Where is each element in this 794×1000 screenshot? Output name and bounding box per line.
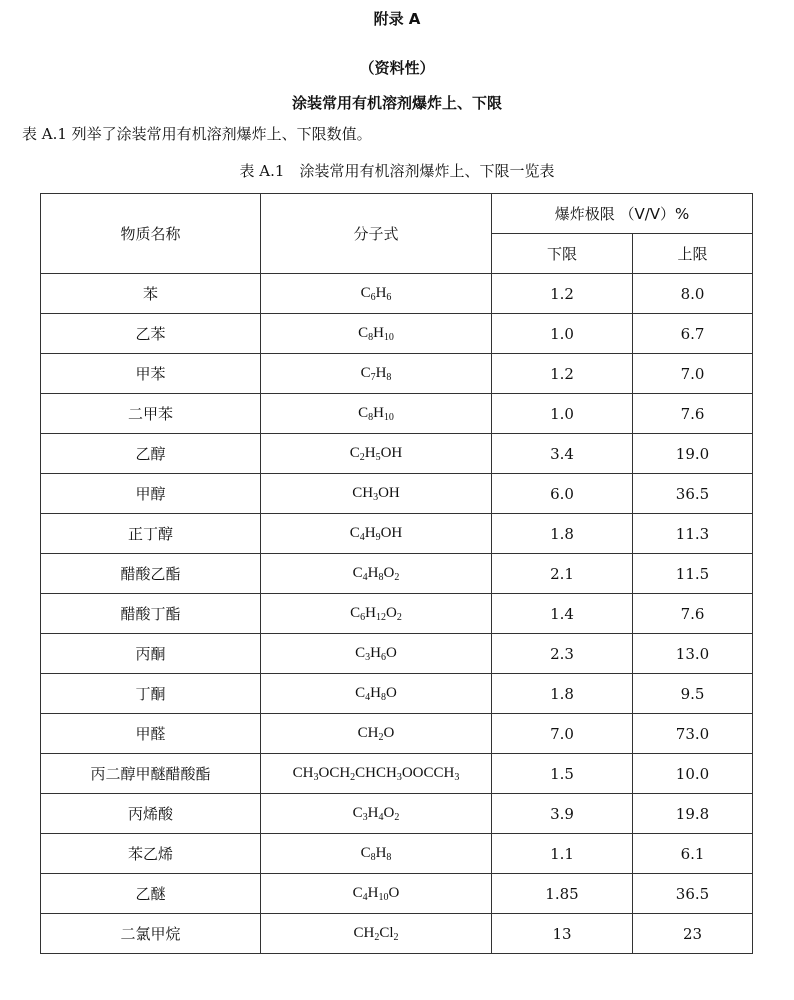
formula-element: H: [370, 685, 381, 701]
cell-lower-limit: 1.2: [492, 274, 633, 314]
cell-substance-name: 乙醇: [41, 434, 261, 474]
cell-formula: [261, 394, 492, 434]
cell-substance-name: 苯乙烯: [41, 834, 261, 874]
formula-subscript: 2: [394, 812, 400, 823]
cell-formula: [261, 674, 492, 714]
cell-lower-limit: 1.4: [492, 594, 633, 634]
cell-formula: [261, 714, 492, 754]
formula-element: CHCH: [355, 765, 397, 781]
cell-upper-limit: 11.3: [633, 514, 753, 554]
cell-upper-limit: 10.0: [633, 754, 753, 794]
cell-formula: [261, 754, 492, 794]
formula-subscript: 3: [313, 772, 319, 783]
formula-element: O: [386, 685, 397, 701]
cell-upper-limit: 23: [633, 914, 753, 954]
formula-subscript: 3: [365, 652, 371, 663]
formula-element: CH: [352, 485, 374, 501]
formula-element: CH: [292, 765, 314, 781]
cell-lower-limit: 1.5: [492, 754, 633, 794]
cell-upper-limit: 7.0: [633, 354, 753, 394]
cell-lower-limit: 13: [492, 914, 633, 954]
cell-substance-name: 丙烯酸: [41, 794, 261, 834]
cell-formula: [261, 634, 492, 674]
cell-upper-limit: 36.5: [633, 474, 753, 514]
cell-formula: [261, 474, 492, 514]
formula-subscript: 6: [360, 612, 366, 623]
cell-upper-limit: 9.5: [633, 674, 753, 714]
explosion-limits-table: [40, 193, 753, 954]
formula-element: C: [360, 365, 371, 381]
table-row: [41, 874, 753, 914]
formula-subscript: 4: [362, 892, 368, 903]
table-row: [41, 314, 753, 354]
formula-subscript: 2: [393, 932, 399, 943]
appendix-title: 附录 A: [373, 10, 421, 28]
formula-subscript: 8: [368, 332, 374, 343]
header-upper-limit: 上限: [633, 234, 753, 274]
formula-element: C: [355, 685, 366, 701]
header-substance-name: 物质名称: [41, 194, 261, 274]
cell-substance-name: 正丁醇: [41, 514, 261, 554]
table-row: [41, 434, 753, 474]
cell-lower-limit: 3.9: [492, 794, 633, 834]
formula-element: C: [352, 805, 363, 821]
cell-substance-name: 丙酮: [41, 634, 261, 674]
cell-formula: [261, 874, 492, 914]
table-body: [41, 274, 753, 954]
formula-subscript: 10: [383, 332, 394, 343]
cell-substance-name: 醋酸丁酯: [41, 594, 261, 634]
table-row: [41, 754, 753, 794]
cell-upper-limit: 6.7: [633, 314, 753, 354]
formula-element: OH: [378, 485, 400, 501]
cell-lower-limit: 1.0: [492, 314, 633, 354]
cell-substance-name: 苯: [41, 274, 261, 314]
cell-upper-limit: 7.6: [633, 594, 753, 634]
formula-subscript: 7: [370, 372, 376, 383]
table-row: [41, 274, 753, 314]
cell-formula: [261, 554, 492, 594]
formula-element: C: [352, 565, 363, 581]
cell-upper-limit: 6.1: [633, 834, 753, 874]
formula-subscript: 10: [378, 892, 389, 903]
table-row: [41, 794, 753, 834]
formula-element: H: [365, 605, 376, 621]
formula-subscript: 12: [376, 612, 386, 623]
cell-lower-limit: 1.1: [492, 834, 633, 874]
formula-element: H: [367, 805, 379, 821]
table-row: [41, 674, 753, 714]
cell-lower-limit: 1.8: [492, 514, 633, 554]
formula-subscript: 3: [396, 772, 402, 783]
formula-element: C: [349, 525, 360, 541]
table-row: [41, 554, 753, 594]
formula-subscript: 4: [365, 692, 371, 703]
header-lower-limit: 下限: [492, 234, 633, 274]
formula-subscript: 4: [359, 532, 365, 543]
cell-substance-name: 乙苯: [41, 314, 261, 354]
formula-subscript: 8: [381, 692, 386, 703]
cell-upper-limit: 7.6: [633, 394, 753, 434]
formula-subscript: 3: [373, 492, 379, 503]
header-formula: 分子式: [261, 194, 492, 274]
formula-element: H: [373, 325, 384, 341]
table-row: [41, 594, 753, 634]
cell-lower-limit: 1.85: [492, 874, 633, 914]
formula-subscript: 6: [386, 292, 392, 303]
formula-element: C: [349, 445, 360, 461]
cell-upper-limit: 19.0: [633, 434, 753, 474]
cell-formula: [261, 794, 492, 834]
cell-formula: [261, 434, 492, 474]
table-row: [41, 834, 753, 874]
formula-subscript: 2: [378, 732, 384, 743]
cell-lower-limit: 1.2: [492, 354, 633, 394]
formula-element: C: [355, 645, 366, 661]
intro-paragraph: 表 A.1 列举了涂装常用有机溶剂爆炸上、下限数值。: [22, 125, 372, 143]
table-row: [41, 474, 753, 514]
formula-element: Cl: [379, 925, 394, 941]
formula-subscript: 8: [368, 412, 374, 423]
cell-substance-name: 甲苯: [41, 354, 261, 394]
formula-element: O: [386, 645, 397, 661]
formula-element: H: [373, 405, 384, 421]
formula-subscript: 4: [362, 572, 368, 583]
formula-element: O: [383, 565, 395, 581]
formula-subscript: 3: [454, 772, 460, 783]
formula-element: OOCCH: [401, 765, 455, 781]
formula-subscript: 8: [370, 852, 376, 863]
cell-substance-name: 甲醛: [41, 714, 261, 754]
header-explosion-limit: 爆炸极限 （V/V）%: [492, 194, 753, 234]
table-row: [41, 394, 753, 434]
cell-lower-limit: 7.0: [492, 714, 633, 754]
cell-substance-name: 乙醚: [41, 874, 261, 914]
formula-element: O: [383, 805, 395, 821]
formula-subscript: 6: [370, 292, 376, 303]
formula-element: C: [360, 845, 371, 861]
formula-element: H: [375, 845, 387, 861]
cell-lower-limit: 1.0: [492, 394, 633, 434]
cell-lower-limit: 1.8: [492, 674, 633, 714]
formula-element: OH: [380, 525, 403, 541]
cell-upper-limit: 73.0: [633, 714, 753, 754]
formula-subscript: 2: [374, 932, 380, 943]
cell-substance-name: 丁酮: [41, 674, 261, 714]
formula-subscript: 6: [381, 652, 386, 663]
formula-element: C: [358, 325, 369, 341]
cell-upper-limit: 13.0: [633, 634, 753, 674]
formula-element: H: [364, 525, 376, 541]
cell-lower-limit: 6.0: [492, 474, 633, 514]
formula-element: CH: [357, 725, 379, 741]
cell-formula: [261, 834, 492, 874]
cell-formula: [261, 274, 492, 314]
cell-substance-name: 醋酸乙酯: [41, 554, 261, 594]
formula-element: O: [388, 885, 400, 901]
formula-element: O: [386, 605, 397, 621]
table-row: [41, 914, 753, 954]
cell-lower-limit: 2.3: [492, 634, 633, 674]
formula-element: H: [375, 285, 387, 301]
formula-subscript: 2: [350, 772, 356, 783]
formula-subscript: 2: [396, 612, 402, 623]
formula-element: O: [383, 725, 395, 741]
header-row-1: [41, 194, 753, 234]
cell-substance-name: 甲醇: [41, 474, 261, 514]
cell-substance-name: 丙二醇甲醚醋酸酯: [41, 754, 261, 794]
table-caption: 表 A.1 涂装常用有机溶剂爆炸上、下限一览表: [239, 162, 555, 180]
formula-element: H: [370, 645, 381, 661]
formula-element: H: [367, 565, 379, 581]
formula-subscript: 8: [378, 572, 384, 583]
formula-element: H: [364, 445, 376, 461]
formula-subscript: 2: [359, 452, 365, 463]
formula-subscript: 8: [386, 852, 392, 863]
table-row: [41, 634, 753, 674]
cell-upper-limit: 11.5: [633, 554, 753, 594]
cell-lower-limit: 3.4: [492, 434, 633, 474]
cell-formula: [261, 514, 492, 554]
formula-subscript: 9: [375, 532, 381, 543]
formula-element: C: [360, 285, 371, 301]
formula-subscript: 4: [378, 812, 384, 823]
formula-element: CH: [353, 925, 375, 941]
table-row: [41, 714, 753, 754]
formula-element: C: [358, 405, 369, 421]
formula-subscript: 10: [383, 412, 394, 423]
cell-upper-limit: 36.5: [633, 874, 753, 914]
cell-substance-name: 二氯甲烷: [41, 914, 261, 954]
cell-formula: [261, 314, 492, 354]
cell-upper-limit: 19.8: [633, 794, 753, 834]
formula-element: C: [352, 885, 363, 901]
table-header: [41, 194, 753, 274]
cell-formula: [261, 914, 492, 954]
formula-element: OH: [380, 445, 403, 461]
appendix-type: （资料性）: [359, 59, 435, 77]
formula-subscript: 3: [362, 812, 368, 823]
formula-element: C: [350, 605, 361, 621]
formula-element: H: [367, 885, 379, 901]
cell-formula: [261, 594, 492, 634]
formula-subscript: 2: [394, 572, 400, 583]
formula-subscript: 5: [375, 452, 381, 463]
table-row: [41, 354, 753, 394]
document-title: 涂装常用有机溶剂爆炸上、下限: [291, 94, 502, 112]
cell-lower-limit: 2.1: [492, 554, 633, 594]
formula-element: OCH: [318, 765, 351, 781]
cell-substance-name: 二甲苯: [41, 394, 261, 434]
cell-upper-limit: 8.0: [633, 274, 753, 314]
cell-formula: [261, 354, 492, 394]
formula-element: H: [375, 365, 387, 381]
table-row: [41, 514, 753, 554]
formula-subscript: 8: [386, 372, 392, 383]
